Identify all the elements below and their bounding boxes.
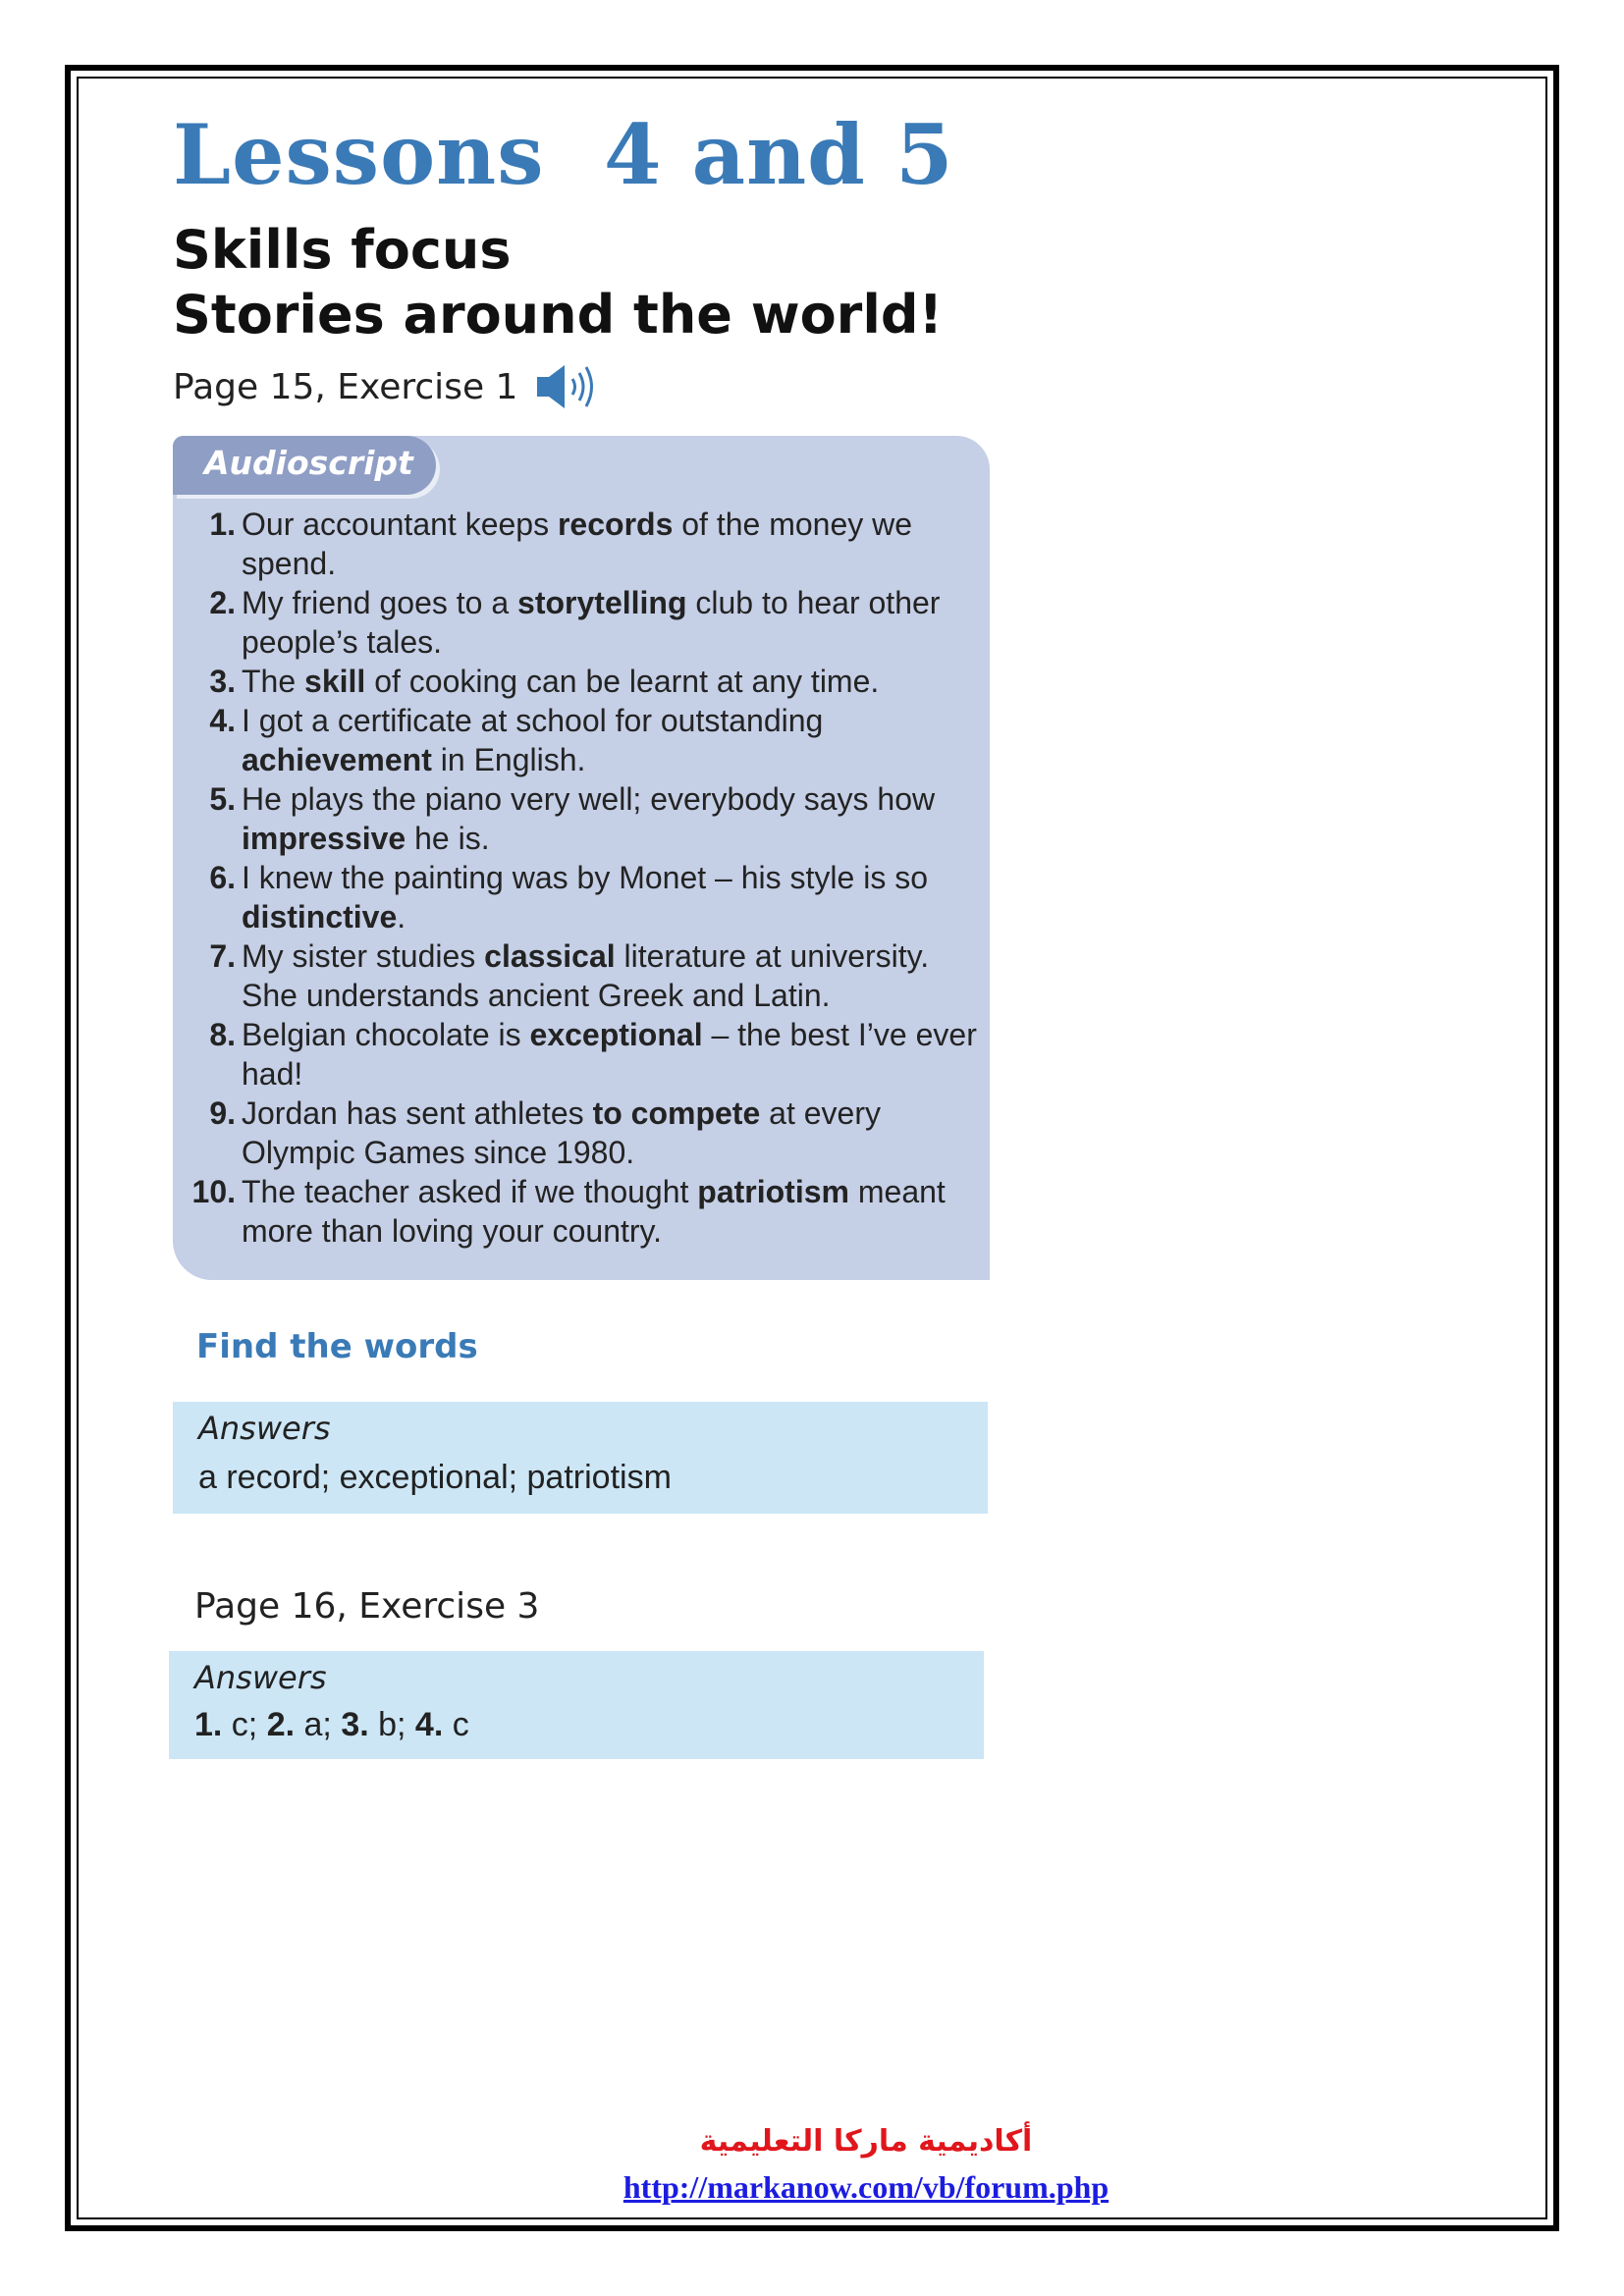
find-words-answers-box [173,1402,988,1514]
item-number: 3. [209,664,236,699]
audioscript-tab [173,436,436,495]
exercise3-answers-box [169,1651,984,1759]
item-text: at every Olympic Games since 1980. [242,1095,881,1170]
exercise-reference [173,361,596,412]
vocab-word: distinctive [242,899,398,934]
speaker-icon[interactable] [535,361,596,412]
item-number: 8. [209,1017,236,1052]
answer-value: b; [368,1706,415,1743]
skills-heading-line1: Skills focus [173,219,512,281]
skills-heading-line2: Stories around the world! [173,284,944,346]
item-text: He plays the piano very well; everybody says how [242,781,936,817]
audioscript-item [187,779,992,858]
vocab-word: achievement [242,742,432,777]
item-number: 1. [209,507,236,542]
footer-academy-name: أكاديمية ماركا التعليمية [699,2124,1033,2159]
audioscript-label: Audioscript [204,444,413,482]
audioscript-item [187,1172,992,1251]
item-number: 9. [209,1095,236,1131]
item-number: 4. [209,703,236,738]
item-text: The [242,664,305,699]
item-text: . [397,899,406,934]
item-text: Belgian chocolate is [242,1017,530,1052]
skills-heading [173,218,943,347]
item-text: I knew the painting was by Monet – his style is so [242,860,929,895]
item-number: 6. [209,860,236,895]
vocab-word: impressive [242,821,406,856]
item-text: My friend goes to a [242,585,518,620]
vocab-word: classical [484,938,616,974]
item-text: Our accountant keeps [242,507,558,542]
item-text: My sister studies [242,938,485,974]
answer-number: 1. [194,1706,223,1743]
item-text: The teacher asked if we thought [242,1174,698,1209]
audioscript-item [187,1015,992,1094]
audioscript-item [187,1094,992,1172]
audioscript-item [187,936,992,1015]
item-text: he is. [406,821,490,856]
audioscript-item [187,662,992,701]
footer-link[interactable]: http://markanow.com/vb/forum.php [623,2169,1110,2205]
audioscript-item [187,701,992,779]
lesson-title: Lessons 4 and 5 [173,106,954,203]
vocab-word: storytelling [517,585,687,620]
item-number: 7. [209,938,236,974]
item-text: Jordan has sent athletes [242,1095,593,1131]
answers-label: Answers [198,1410,331,1447]
vocab-word: skill [304,664,366,699]
exercise3-title: Page 16, Exercise 3 [194,1586,540,1627]
item-number: 5. [209,781,236,817]
answer-number: 4. [414,1706,444,1743]
audioscript-list [187,505,992,1251]
answer-number: 2. [266,1706,296,1743]
vocab-word: patriotism [697,1174,849,1209]
vocab-word: exceptional [529,1017,703,1052]
vocab-word: records [557,507,674,542]
answers-label: Answers [194,1659,327,1696]
audioscript-item [187,583,992,662]
answer-value: c [443,1706,469,1743]
item-text: – the best I’ve ever had! [242,1017,977,1092]
item-text: club to hear other people’s tales. [242,585,941,660]
exercise-reference-text: Page 15, Exercise 1 [173,366,518,407]
find-words-title: Find the words [196,1327,478,1366]
item-text: of cooking can be learnt at any time. [365,664,880,699]
item-number: 2. [209,585,236,620]
item-text: of the money we spend. [242,507,913,581]
audioscript-item [187,858,992,936]
audioscript-item [187,505,992,583]
item-text: literature at university. She understands ancient Greek and Latin. [242,938,930,1013]
exercise3-answers-text [194,1706,469,1744]
vocab-word: to compete [592,1095,761,1131]
answer-value: c; [222,1706,267,1743]
item-text: in English. [431,742,586,777]
item-number: 10. [191,1174,236,1209]
answer-value: a; [295,1706,342,1743]
answer-number: 3. [341,1706,369,1743]
answers-text: a record; exceptional; patriotism [198,1459,672,1496]
item-text: I got a certificate at school for outstanding [242,703,824,738]
item-text: meant more than loving your country. [242,1174,946,1249]
